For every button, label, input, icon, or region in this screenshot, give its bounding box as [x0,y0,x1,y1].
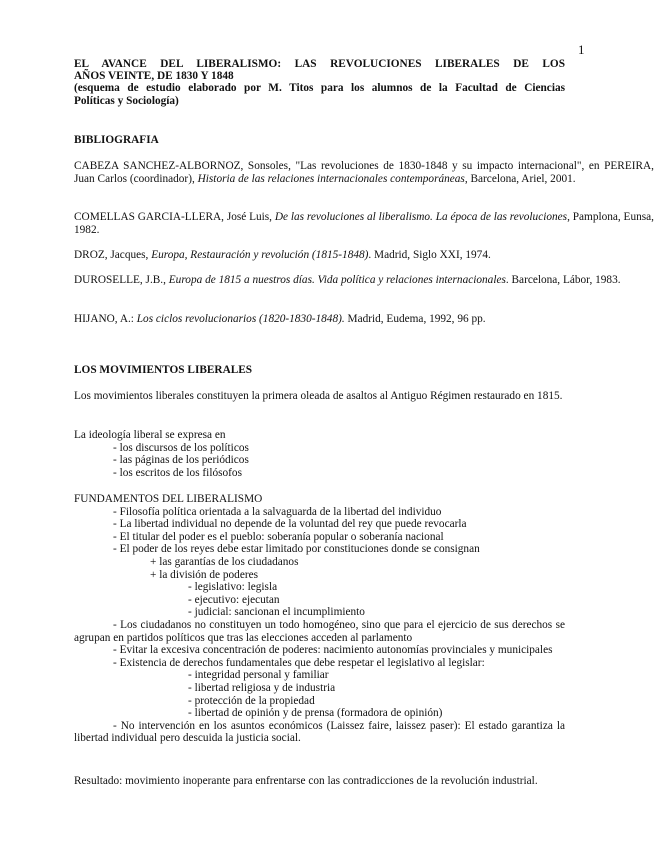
title-line-4: Políticas y Sociología) [74,94,179,107]
poder-item: - judicial: sancionan el incumplimiento [188,606,365,619]
fundamento-item: - Evitar la excesiva concentración de poderes: nacimiento autonomías provinciales y municipales [113,644,553,657]
bib-entry-2 [74,211,654,236]
derecho-item: - libertad de opinión y de prensa (formadora de opinión) [188,707,443,720]
bib-entry-text: , Pamplona, Eunsa, 1982. [74,211,654,236]
title-line-2: AÑOS VEINTE, DE 1830 Y 1848 [74,70,234,83]
fundamentos-heading: FUNDAMENTOS DEL LIBERALISMO [74,493,263,505]
derecho-item: - protección de la propiedad [188,694,315,707]
fundamento-subitem: + las garantías de los ciudadanos [150,555,299,568]
bib-entry-text: . Barcelona, Lábor, 1983. [505,274,621,286]
result-paragraph: Resultado: movimiento inoperante para enfrentarse con las contradicciones de la revolución industrial. [74,775,538,787]
ideology-lead: La ideología liberal se expresa en [74,429,226,441]
bib-entry-text: DROZ, Jacques, [74,249,152,261]
bib-entry-title: Europa, Restauración y revolución (1815-1848) [151,249,369,261]
fundamento-item: - No intervención en los asuntos económicos (Laissez faire, laissez paser): El estado garantiza la libertad individual pero descuida la justicia social. [74,719,565,745]
title-line-1: EL AVANCE DEL LIBERALISMO: LAS REVOLUCIONES LIBERALES DE LOS [74,58,565,70]
ideology-item: - los discursos de los políticos [113,441,249,454]
fundamento-item: - El poder de los reyes debe estar limitado por constituciones donde se consignan [113,543,480,556]
bib-entry-title: De las revoluciones al liberalismo. La época de las revoluciones [274,211,568,223]
bib-entry-text: COMELLAS GARCIA-LLERA, José Luis, [74,211,275,223]
ideology-item: - las páginas de los periódicos [113,454,249,467]
movements-intro: Los movimientos liberales constituyen la primera oleada de asaltos al Antiguo Régimen restaurado en 1815. [74,390,563,402]
bib-entry-text: DUROSELLE, J.B., [74,274,169,286]
ideology-item: - los escritos de los filósofos [113,466,242,479]
poder-item: - legislativo: legisla [188,581,278,594]
fundamento-item: - Los ciudadanos no constituyen un todo homogéneo, sino que para el ejercicio de sus derechos se agrupan en partidos políticos que tras las elecciones acceden al parlamento [74,618,565,644]
bib-entry-text: . Madrid, Siglo XXI, 1974. [368,249,491,261]
derecho-item: - libertad religiosa y de industria [188,681,336,694]
bib-entry-4 [74,274,654,287]
bibliography-heading: BIBLIOGRAFIA [74,134,159,146]
bib-entry-1 [74,160,654,185]
bib-entry-text: , Barcelona, Ariel, 2001. [464,172,576,185]
title-line-3: (esquema de estudio elaborado por M. Titos para los alumnos de la Facultad de Ciencias [74,82,565,95]
fundamento-item: - Existencia de derechos fundamentales que debe respetar el legislativo al legislar: [113,656,485,669]
derecho-item: - integridad personal y familiar [188,669,329,682]
document-title [74,58,565,107]
fundamento-item: - El titular del poder es el pueblo: soberanía popular o soberanía nacional [113,530,444,543]
bib-entry-text: HIJANO, A.: [74,313,137,325]
bib-entry-3 [74,249,654,262]
poder-item: - ejecutivo: ejecutan [188,593,280,606]
bib-entry-title: Historia de las relaciones internacionales contemporáneas [197,172,465,185]
fundamento-item: - Filosofía política orientada a la salvaguarda de la libertad del individuo [113,505,442,518]
fundamento-subitem: + la división de poderes [150,568,259,581]
page-number: 1 [578,42,585,57]
fundamentos-section [74,493,565,745]
movements-heading: LOS MOVIMIENTOS LIBERALES [74,364,253,376]
bib-entry-title: Europa de 1815 a nuestros días. Vida política y relaciones internacionales [168,274,506,286]
fundamento-item: - La libertad individual no depende de la voluntad del rey que puede revocarla [113,518,467,531]
bib-entry-title: Los ciclos revolucionarios (1820-1830-1848). [136,313,345,325]
bib-entry-text: CABEZA SANCHEZ-ALBORNOZ, Sonsoles, "Las revoluciones de 1830-1848 y su impacto internacional", en PEREIRA, Juan Carlos (coordinador), [74,160,654,185]
bib-entry-text: Madrid, Eudema, 1992, 96 pp. [344,313,486,325]
ideology-section [74,429,565,479]
bib-entry-5 [74,313,654,326]
